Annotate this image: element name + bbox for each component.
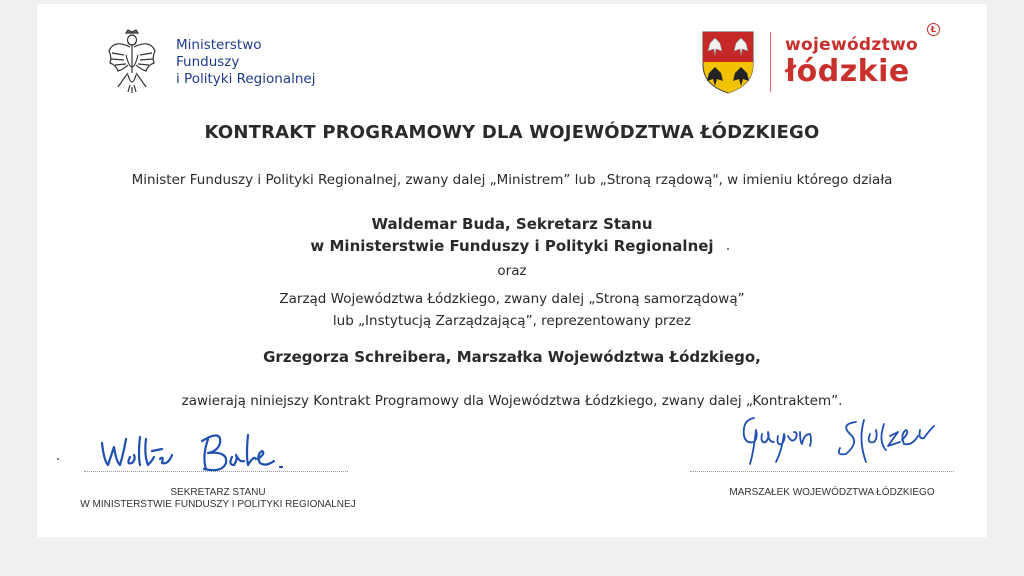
region-name [785, 25, 937, 89]
signatory-office: w Ministerstwie Funduszy i Polityki Regionalnej [310, 237, 714, 255]
right-signature-line [690, 471, 954, 472]
lodzkie-coat-of-arms-icon [700, 29, 756, 95]
ministry-name-line: Funduszy [176, 53, 240, 70]
region-name-line2: łódzkie [785, 54, 910, 89]
document-title: KONTRAKT PROGRAMOWY DLA WOJEWÓDZTWA ŁÓDZKIEGO [204, 122, 820, 143]
marshal-name: Grzegorza Schreibera, Marszałka Województwa Łódzkiego, [263, 348, 761, 366]
right-caption-text: MARSZAŁEK WOJEWÓDZTWA ŁÓDZKIEGO [729, 487, 935, 498]
left-caption-line2: W MINISTERSTWIE FUNDUSZY I POLITYKI REGIONALNEJ [80, 499, 356, 510]
left-signature [98, 425, 308, 477]
signatory-block [0, 213, 1024, 257]
white-eagle-emblem-icon [106, 29, 158, 95]
left-signature-line [84, 471, 348, 472]
ministry-name [176, 37, 315, 88]
ministry-name-line: i Polityki Regionalnej [176, 70, 316, 87]
ministry-logo [72, 22, 352, 102]
conjunction-text: oraz [497, 263, 527, 279]
right-signature-caption [690, 487, 974, 499]
region-name-line1: województwo [785, 35, 918, 55]
region-logo [700, 22, 940, 102]
signatory-name: Waldemar Buda, Sekretarz Stanu [371, 215, 653, 233]
stray-dot [727, 248, 729, 250]
closing-text: zawierają niniejszy Kontrakt Programowy dla Województwa Łódzkiego, zwany dalej „Kontraktem”. [181, 393, 843, 409]
left-caption-line1: SEKRETARZ STANU [170, 487, 266, 498]
ministry-name-line: Ministerstwo [176, 36, 262, 53]
board-block [0, 288, 1024, 332]
region-mark-icon: Ł [927, 23, 940, 36]
intro-text: Minister Funduszy i Polityki Regionalnej, zwany dalej „Ministrem” lub „Stroną rządową", w imieniu którego działa [131, 172, 893, 188]
left-signature-caption [60, 487, 376, 511]
right-signature [738, 410, 938, 470]
board-line: lub „Instytucją Zarządzającą”, reprezentowany przez [332, 313, 692, 329]
region-divider [770, 32, 771, 92]
board-line: Zarząd Województwa Łódzkiego, zwany dalej „Stroną samorządową” [279, 291, 745, 307]
stray-dot [57, 458, 59, 460]
